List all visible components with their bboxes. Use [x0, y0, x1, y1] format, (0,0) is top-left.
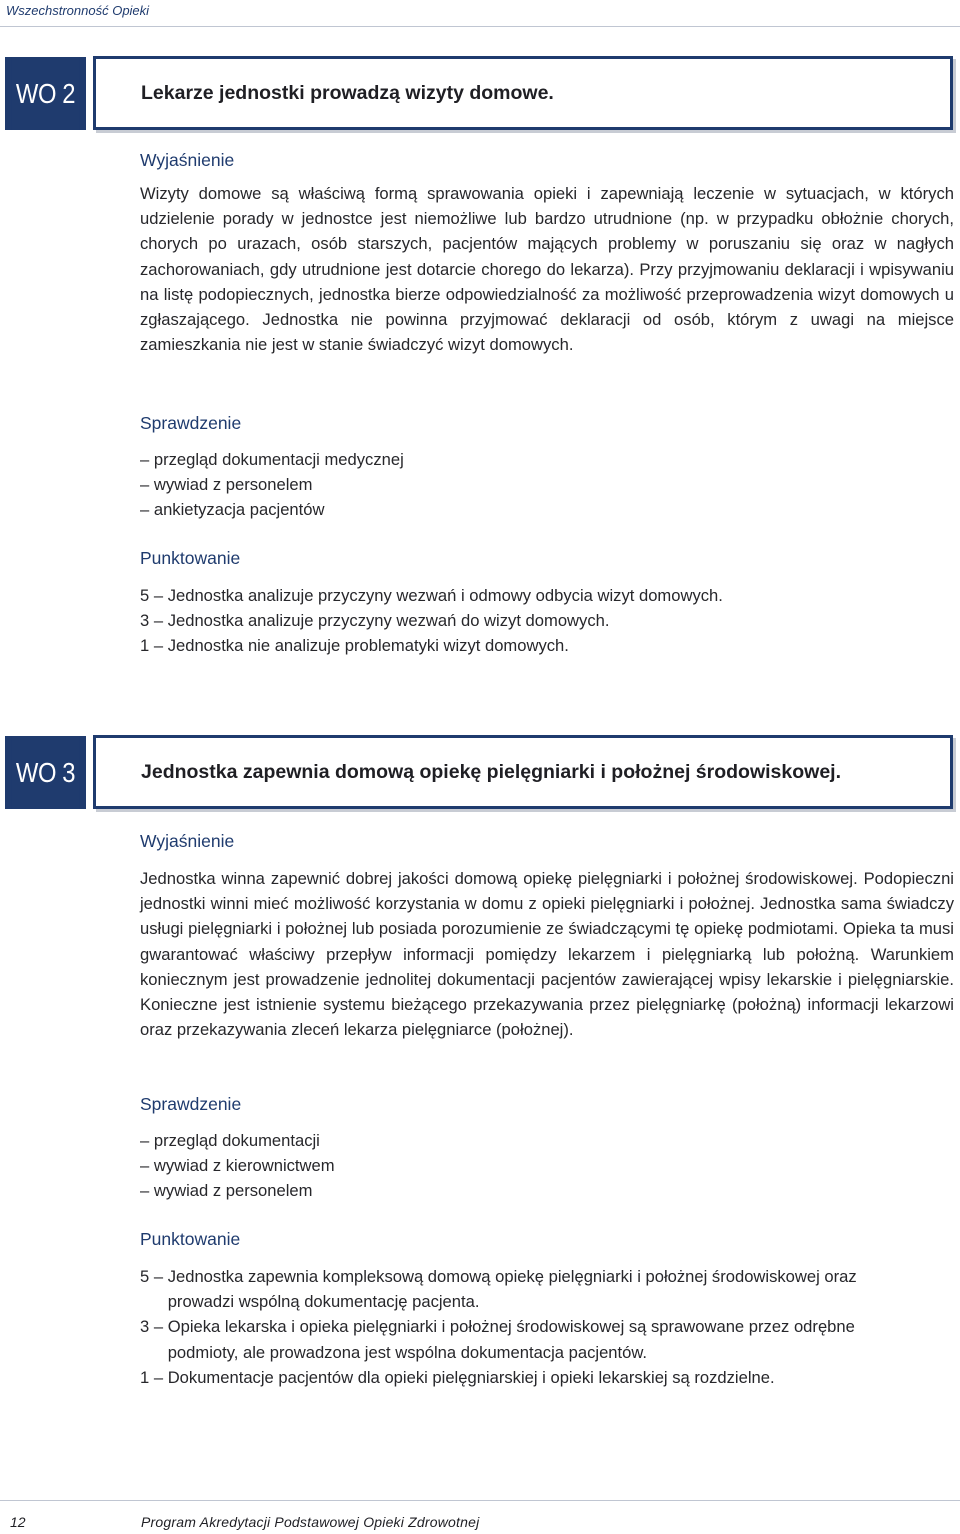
publication-title: Program Akredytacji Podstawowej Opieki Zdrowotnej	[141, 1514, 480, 1530]
standard-code: WO 2	[11, 57, 80, 130]
score-item	[140, 583, 723, 608]
score-value: 5 –	[140, 1267, 168, 1286]
score-text: Jednostka zapewnia kompleksową domową opiekę pielęgniarki i położnej środowiskowej oraz prowadzi wspólną dokumentację pacjenta.	[167, 1267, 857, 1312]
explanation-heading: Wyjaśnienie	[140, 831, 235, 851]
standard-title-box	[93, 735, 953, 809]
check-list	[140, 447, 404, 523]
standard-title: Lekarze jednostki prowadzą wizyty domowe.	[141, 81, 554, 104]
check-heading: Sprawdzenie	[140, 1094, 242, 1114]
score-item	[140, 1365, 954, 1390]
explanation-heading: Wyjaśnienie	[140, 150, 235, 170]
score-text: Jednostka analizuje przyczyny wezwań i odmowy odbycia wizyt domowych.	[167, 586, 723, 605]
standard-title: Jednostka zapewnia domową opiekę pielęgniarki i położnej środowiskowej.	[141, 760, 842, 783]
check-list	[140, 1128, 335, 1204]
score-item	[140, 633, 723, 658]
standard-title-box	[93, 56, 953, 130]
score-text: Jednostka analizuje przyczyny wezwań do wizyt domowych.	[167, 611, 610, 631]
score-text: Dokumentacje pacjentów dla opieki pielęgniarskiej i opieki lekarskiej są rozdzielne.	[167, 1367, 775, 1387]
score-item	[140, 1314, 954, 1364]
score-item	[140, 608, 723, 633]
score-text: Jednostka nie analizuje problematyki wizyt domowych.	[167, 636, 569, 656]
score-value: 1 –	[140, 636, 168, 656]
score-list	[140, 583, 723, 659]
footer-divider	[0, 1500, 960, 1501]
check-heading: Sprawdzenie	[140, 413, 242, 433]
list-item: – wywiad z personelem	[140, 475, 313, 495]
running-header: Wszechstronność Opieki	[6, 3, 150, 18]
header-divider	[0, 26, 960, 27]
score-value: 3 –	[140, 1317, 168, 1337]
standard-code-badge	[5, 736, 86, 809]
score-item	[140, 1264, 954, 1314]
score-heading: Punktowanie	[140, 1229, 241, 1249]
score-text: Opieka lekarska i opieka pielęgniarki i położnej środowiskowej są sprawowane przez odrębne podmioty, ale prowadzona jest wspólna dokumentacja pacjentów.	[167, 1317, 855, 1362]
score-value: 5 –	[140, 586, 168, 605]
explanation-text: Wizyty domowe są właściwą formą sprawowania opieki i zapewniają leczenie w sytuacjach, w których udzielenie porady w jednostce jest niemożliwe lub bardzo utrudnione (np. w przypadku obłożnie chorych, chorych po urazach, osób starszych, pacjentów mających problemy w poruszaniu się oraz w nagłych zachorowaniach, gdy utrudnione jest dotarcie chorego do lekarza). Przy przyjmowaniu deklaracji i wpisywaniu na listę podopiecznych, jednostka bierze odpowiedzialność za możliwość przeprowadzenia wizyt domowych u zgłaszającego. Jednostka nie powinna przyjmować deklaracji od osób, którym z uwagi na miejsce zamieszkania nie jest w stanie świadczyć wizyt domowych.	[140, 184, 954, 355]
explanation-text: Jednostka winna zapewnić dobrej jakości domową opiekę pielęgniarki i położnej środowiskowej. Podopieczni jednostki winni mieć możliwość korzystania w domu z opieki pielęgniarki i położnej. Jednostka sama świadczy usługi pielęgniarki i położnej lub posiada porozumienie ze świadczącymi tę opiekę podmiotami. Opieka ta musi gwarantować właściwy przepływ informacji pomiędzy lekarzem i pielęgniarką lub położną. Warunkiem koniecznym jest prowadzenie jednolitej dokumentacji pacjentów zawierającej wpisy lekarskie i pielęgniarskie. Konieczne jest istnienie systemu bieżącego przekazywania przez pielęgniarkę (położną) informacji lekarzowi oraz przekazywania zleceń lekarza pielęgniarce (położnej).	[140, 869, 954, 1040]
list-item: – przegląd dokumentacji	[140, 1131, 320, 1150]
score-value: 3 –	[140, 611, 168, 631]
standard-code: WO 3	[11, 736, 80, 809]
list-item: – wywiad z personelem	[140, 1181, 313, 1201]
list-item: – przegląd dokumentacji medycznej	[140, 450, 404, 469]
list-item: – wywiad z kierownictwem	[140, 1156, 335, 1176]
score-heading: Punktowanie	[140, 548, 241, 568]
page-number: 12	[10, 1514, 26, 1530]
list-item: – ankietyzacja pacjentów	[140, 500, 325, 520]
standard-code-badge	[5, 57, 86, 130]
score-value: 1 –	[140, 1367, 168, 1387]
score-list	[140, 1264, 954, 1390]
